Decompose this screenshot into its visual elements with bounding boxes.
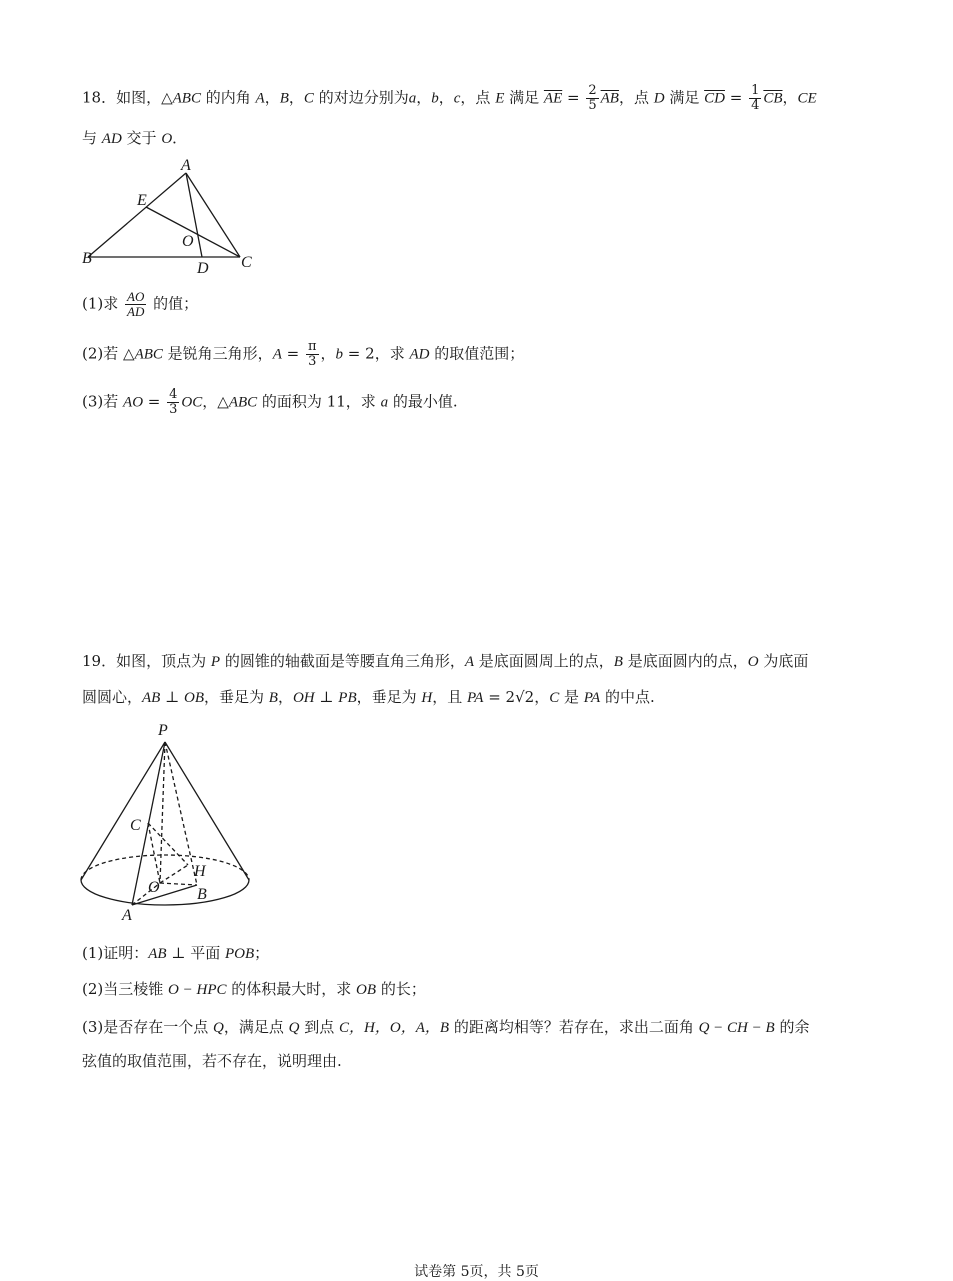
q18-number: 18 — [82, 88, 102, 107]
cone-left-edge — [81, 742, 165, 880]
q18-stem-line1: 18．如图，△ABC 的内角 A，B，C 的对边分别为a，b，c，点 E 满足 $\overline{AE}$ = $\frac{2}{5}$ $\overline{AB}$，点 D 满足 $\overline{CD}$ = $\frac{1}{4}$ $\overline{CB}$，CE — [82, 83, 817, 113]
q18-stem-line2: 与 AD 交于 O． — [82, 129, 188, 147]
segment-CH — [148, 823, 188, 865]
vector-AB: $\overline{AB}$ — [600, 90, 619, 107]
q19-number: 19 — [82, 652, 102, 670]
vector-CB: $\overline{CB}$ — [763, 90, 783, 107]
page-footer: 试卷第 5页，共 5页 — [414, 1264, 539, 1280]
sqrt-2: √2 — [515, 688, 535, 706]
q19-part3-line1: (3)是否存在一个点 Q，满足点 Q 到点 C，H，O，A，B 的距离均相等？若存在，求出二面角 Q − CH − B 的余 — [82, 1018, 810, 1036]
fraction-1-4: $\frac{1}{4}$ — [751, 83, 760, 113]
label-D: D — [197, 260, 209, 275]
label-H: H — [194, 863, 206, 880]
label-O: O — [148, 879, 160, 896]
q19-part1: (1)证明：AB ⊥ 平面 POB； — [82, 944, 270, 962]
segment-OB — [160, 883, 197, 885]
q19-stem-line2: 圆圆心，AB ⊥ OB，垂足为 B，OH ⊥ PB，垂足为 H，且 PA = 2√2，C 是 PA 的中点. — [82, 688, 655, 706]
q18-triangle-figure — [78, 155, 268, 275]
segment-PB — [165, 742, 197, 885]
fraction-2-5: $\frac{2}{5}$ — [588, 83, 597, 113]
q18-part1: (1)求 $\frac{AO}{AD}$ 的值； — [82, 289, 199, 319]
segment-OH — [160, 865, 188, 883]
segment-CO — [148, 823, 160, 883]
q19-part3-line2: 弦值的取值范围，若不存在，说明理由. — [82, 1052, 342, 1070]
label-C: C — [130, 817, 141, 834]
label-B: B — [197, 886, 207, 903]
segment-AB — [88, 173, 186, 257]
q19-stem-line1: 19．如图，顶点为 P 的圆锥的轴截面是等腰直角三角形，A 是底面圆周上的点，B 是底面圆内的点，O 为底面 — [82, 652, 809, 670]
label-B: B — [82, 250, 92, 267]
q18-part2: (2)若 △ABC 是锐角三角形，A = $\frac{\pi}{3}$ ，b = 2，求 AD 的取值范围； — [82, 339, 525, 369]
label-O: O — [182, 233, 194, 250]
label-A: A — [122, 907, 132, 924]
vector-CD: $\overline{CD}$ — [704, 90, 725, 107]
fraction-4-3: $\frac{4}{3}$ — [169, 387, 178, 417]
base-front-arc — [81, 880, 249, 905]
label-A: A — [181, 157, 191, 174]
base-back-arc — [81, 855, 249, 880]
fraction-AO-AD: $\frac{AO}{AD}$ — [127, 289, 145, 319]
segment-AB — [132, 885, 197, 905]
q19-part2: (2)当三棱锥 O − HPC 的体积最大时，求 OB 的长； — [82, 980, 426, 998]
label-P: P — [158, 722, 168, 739]
label-E: E — [137, 192, 147, 209]
q19-cone-figure — [72, 715, 262, 925]
vector-AE: $\overline{AE}$ — [543, 90, 563, 107]
cone-right-edge — [165, 742, 249, 880]
fraction-pi-3: $\frac{\pi}{3}$ — [307, 339, 317, 369]
label-C: C — [241, 254, 252, 271]
q18-part3: (3)若 AO = $\frac{4}{3}$ OC，△ABC 的面积为 11，求 a 的最小值. — [82, 387, 458, 417]
